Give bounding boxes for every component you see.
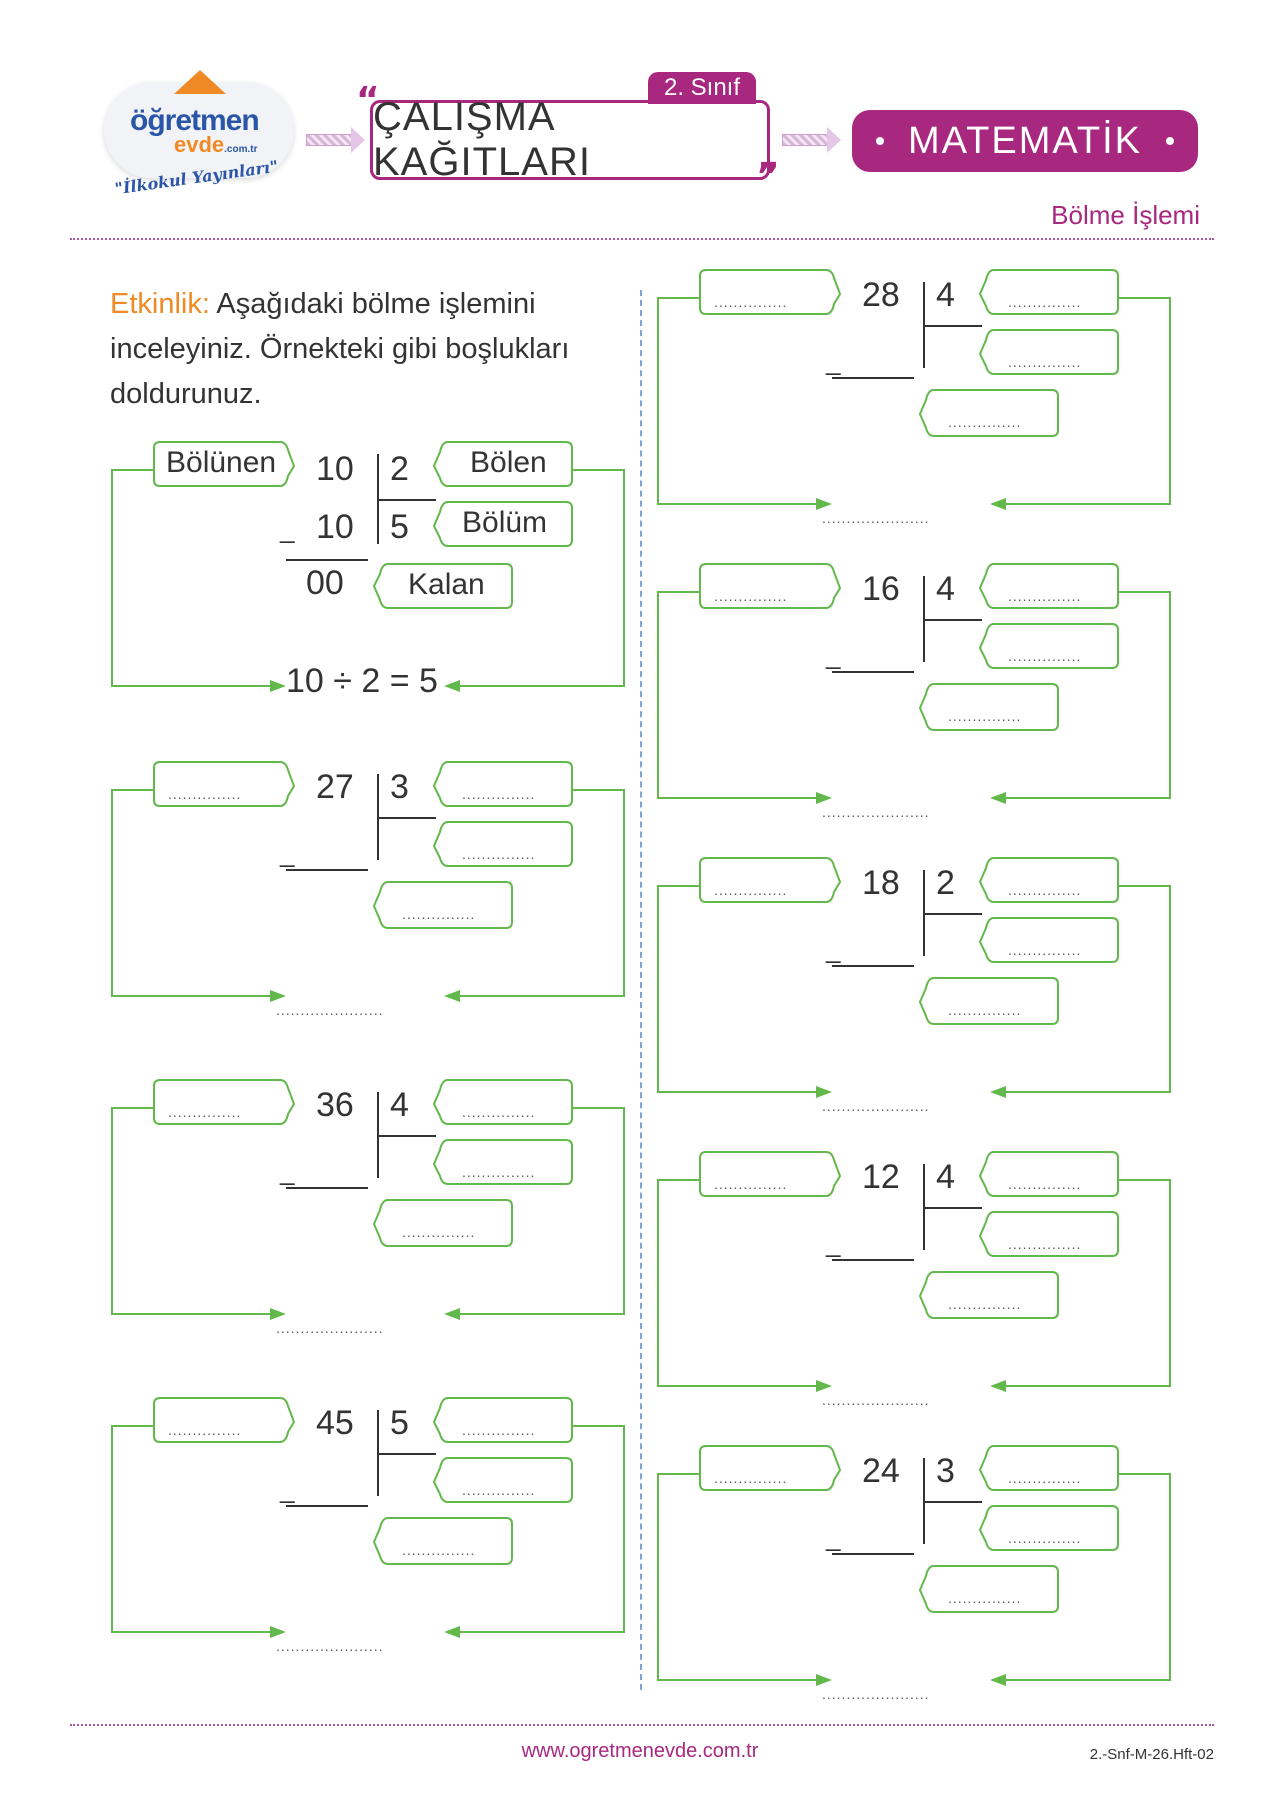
dividend-blank[interactable]: ............... [168,1104,242,1120]
divisor-value: 4 [936,276,955,314]
divisor-blank[interactable]: ............... [1008,1176,1082,1192]
dividend-value: 27 [316,768,354,806]
worksheet-title: ÇALIŞMA KAĞITLARI [370,100,770,180]
arrow-right-icon [306,134,352,146]
dividend-value: 36 [316,1086,354,1124]
logo-tagline: "İlkokul Yayınları" [113,156,280,199]
logo [104,62,300,210]
grade-tab: 2. Sınıf [648,72,756,104]
exercise-division [110,1078,670,1368]
equation-blank[interactable]: ...................... [276,1002,384,1018]
dividend-blank[interactable]: ............... [714,294,788,310]
header-divider [70,238,1214,240]
remainder-blank[interactable]: ............... [948,708,1022,724]
footer-code: 2.-Snf-M-26.Hft-02 [1089,1746,1214,1763]
exercise-division [110,1396,670,1686]
equation-blank[interactable]: ...................... [822,1392,930,1408]
minus-sign: _ [280,1474,295,1504]
footer-divider [70,1724,1214,1726]
exercise-division [656,1150,1216,1440]
dividend-label: Bölünen [166,446,277,479]
divisor-blank[interactable]: ............... [462,1422,536,1438]
equation-blank[interactable]: ...................... [822,804,930,820]
divisor-value: 4 [390,1086,409,1124]
divisor-value: 5 [390,1404,409,1442]
divisor-label: Bölen [470,446,547,479]
topic-label: Bölme İşlemi [1051,200,1200,230]
quotient-blank[interactable]: ............... [462,1164,536,1180]
exercise-division [110,760,670,1050]
instruction-text: Aşağıdaki bölme işlemini inceleyiniz. Örnekteki gibi boşlukları doldurunuz. [110,288,570,410]
dividend-blank[interactable]: ............... [714,882,788,898]
divisor-value: 4 [936,570,955,608]
logo-main-text: öğretmen [130,104,259,137]
quotient-blank[interactable]: ............... [1008,648,1082,664]
dividend-blank[interactable]: ............... [714,588,788,604]
remainder-blank[interactable]: ............... [402,1542,476,1558]
dividend-blank[interactable]: ............... [714,1470,788,1486]
minus-sign: _ [280,838,295,868]
arrow-right-icon [782,134,828,146]
minus-sign: _ [826,1228,841,1258]
subject-label: MATEMATİK [907,119,1143,162]
exercise-division [656,268,1216,558]
logo-sub-text: evde.com.tr [174,132,258,157]
equation-blank[interactable]: ...................... [276,1638,384,1654]
remainder-blank[interactable]: ............... [402,906,476,922]
quotient-blank[interactable]: ............... [1008,1530,1082,1546]
equation-blank[interactable]: ...................... [822,510,930,526]
remainder-blank[interactable]: ............... [402,1224,476,1240]
divisor-value: 2 [390,450,409,488]
dividend-blank[interactable]: ............... [168,786,242,802]
divisor-value: 2 [936,864,955,902]
remainder-blank[interactable]: ............... [948,414,1022,430]
quotient-label: Bölüm [462,506,548,539]
dividend-blank[interactable]: ............... [168,1422,242,1438]
quote-close-icon: ” [756,156,780,197]
exercise-division [656,1444,1216,1734]
dividend-value: 12 [862,1158,900,1196]
remainder-blank[interactable]: ............... [948,1590,1022,1606]
quotient-blank[interactable]: ............... [462,1482,536,1498]
subject-badge [852,110,1198,172]
example-division [110,440,670,730]
exercise-division [656,856,1216,1146]
dividend-value: 45 [316,1404,354,1442]
divisor-blank[interactable]: ............... [462,1104,536,1120]
equation-blank[interactable]: ...................... [822,1098,930,1114]
logo-house-icon [174,70,226,94]
instruction-lead: Etkinlik: [110,288,210,320]
dividend-value: 28 [862,276,900,314]
minus-sign: _ [826,640,841,670]
exercise-division [656,562,1216,852]
divisor-blank[interactable]: ............... [1008,1470,1082,1486]
bullet-icon [1166,137,1174,145]
divisor-blank[interactable]: ............... [462,786,536,802]
minus-sign: _ [280,1156,295,1186]
equation-blank[interactable]: ...................... [822,1686,930,1702]
dividend-blank[interactable]: ............... [714,1176,788,1192]
minus-sign: _ [280,514,295,544]
divisor-value: 3 [390,768,409,806]
divisor-blank[interactable]: ............... [1008,882,1082,898]
remainder-blank[interactable]: ............... [948,1002,1022,1018]
instruction [110,282,630,417]
quotient-value: 5 [390,508,409,546]
divisor-value: 4 [936,1158,955,1196]
dividend-value: 18 [862,864,900,902]
quotient-blank[interactable]: ............... [1008,354,1082,370]
equation-blank[interactable]: ...................... [276,1320,384,1336]
divisor-value: 3 [936,1452,955,1490]
remainder-value: 00 [306,564,344,602]
dividend-value: 10 [316,450,354,488]
minus-sign: _ [826,934,841,964]
bullet-icon [876,137,884,145]
minus-sign: _ [826,346,841,376]
divisor-blank[interactable]: ............... [1008,588,1082,604]
quote-open-icon: “ [356,80,380,121]
quotient-blank[interactable]: ............... [462,846,536,862]
quotient-blank[interactable]: ............... [1008,942,1082,958]
minus-sign: _ [826,1522,841,1552]
quotient-blank[interactable]: ............... [1008,1236,1082,1252]
remainder-label: Kalan [408,568,485,601]
division-equation: 10 ÷ 2 = 5 [286,662,438,700]
remainder-blank[interactable]: ............... [948,1296,1022,1312]
footer-url[interactable]: www.ogretmenevde.com.tr [521,1740,759,1762]
divisor-blank[interactable]: ............... [1008,294,1082,310]
dividend-value: 24 [862,1452,900,1490]
product-value: 10 [316,508,354,546]
dividend-value: 16 [862,570,900,608]
